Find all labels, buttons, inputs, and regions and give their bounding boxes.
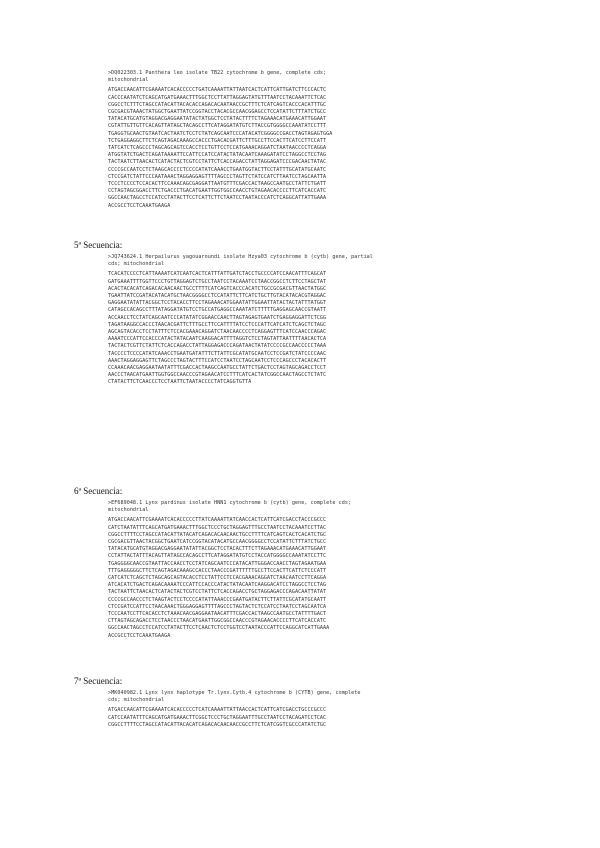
sequence-block-4 xyxy=(108,70,578,210)
fasta-header: >EF689048.1 Lynx pardinus isolate HNN1 cytochrome b (cytb) gene, complete cds; mitochondrial xyxy=(108,500,352,514)
section-heading-7: 7ª Secuencia: xyxy=(74,676,123,686)
dna-sequence: ATGACCAACATTCGAAAATCACACCCCCTTATCAAAATTATCAACCACTCATTCATCGACCTACCCGCCC CATCTAATATTTCAGCATGATGAAACTTTGGCTCCCTGCTAGGAGTTTGCCTAATCCTACAAATCCTTAC CGGCCTTTTCCTAGCCATACATTATACATCAGACACAACAACTGCCTTTTCATCAGTCACTCACATCTGC CGCGACGTTAACTACGGCTGAATCATCCGGTACATACATGCCAACGGGGCCTCCATATTCTTTATCTGCC TATACATGCATGTAGGACGAGGAATATATTACGGCTCCTACACTTTCTTAGAAACATGAAACATTGGAAT CCTATTACTATTTACAGTTATAGCCACAGCCTTCATAGGATATGTCCTACCATGGGGCCAAATATCCTTC TGAGGGGCAACCGTAATTACCAACCTCCTATCAGCAATCCCATACATTGGGACCAACCTAGTAGAATGAA TTTGAGGGGGCTTCTCAGTAGACAAAGCCACCCTAACCCGATTTTTTGCCTTCCACTTCATTCTCCCATT CATCATCTCAGCTCTAGCAGCAGTACACCTCCTATTCCTCCACGAAACAGGATCTAACAATCCTTCAGGA ATCACATCTGACTCAGACAAAATCCCATTCCACCCATACTATACAATCAAGGACATCCTAGGCCTCCTAG TACTAATTCTAACACTCATACTACTCGTCCTATTCTCACCAGACCTGCTAGGAGACCCAGACAATTATAT CCCCGCCAACCCTCTAAGTACTCCTCCCCATATTAAACCCGAATGATACTTCTTATTCGCATATGCAATT CTCCGATCCATTCCTAACAAACTGGGAGGAGTTTTAGCCCTAGTACTCTCCATCCTAATCCTAGCAATCA TCCCAATCCTTCACACCTCTAAACAACGAGGAATAACATTTCGACCACTAAGCCAATGCCTATTTTGACT CTTAGTAGCAGACCTCCTAACCCTAACATGAATTGGCGGCCAACCCGTAGAACACCCCTTCATCACCATC GGCCAACTAGCCTCCATCCTATACTTCCTCAACTCTCCTGGTCCTAATACCCATTCCAGGCATCATTGAAA ACCGCCTCCTCAAATGAAGA xyxy=(108,517,330,639)
dna-sequence: ATGACCAACATTCGAAAATCACACCCCCTGATCAAAATTATTAATCACTCATTCATTGATCTTCCCACTC CACCCAATATCTCAGCATGATGAAACTTTGGCTCCTTATTAGGAGTATGTTTAATCCTACAAATTCTCAC CGGCCTCTTTCTAGCCATACATTACACACCAGACACAATAACCGCTTTCTCATCAGTCACCCACATTTGC CGCGACGTAAACTATGGCTGAATTATCCGGTACCTACACGCCAACGGAGCCTCCATATTCTTTATCTGCC TATACATGCATGTAGGACGAGGAATATACTATGGCTCCTATACTTTTCTAGAAACATGAAACATTGGAAT CGTATTGTTGTTCACAGTTATAGCTACAGCCTTCATAGGATATGTCTTACCGTGGGGCCAAATATCCTTT TGAGGTGCAACTGTAATCACTAATCTCCTCTATCAGCAATCCCATACATCGGGGCCGACCTAGTAGAGTGGA TCTGAGGAGGCTTCTCAGTAGACAAAGCCACCCTGACACGATTCTTTGCCTTCCACTTCATCCTTCCATT TATCATCTCAGCCCTAGCAGCAGTCCACCTCCTGTTCCTCCATGAAACAGGATCTAATAACCCCTCAGGA ATGGTATCTGACTCAGATAAAATTCCATTCCATCCATACTATACAATCAAAGATATCCTAGGCCTCCTAG TACTAATCTTAACACTCATACTACTCGTCCTATTCTCACCAGACCTATTAGGAGATCCCGACAACTATAC CCCCGCCAATCCTCTAAGCACCCCTCCCCATATCAAACCTGAATGGTACTTCCTATTTGCATATGCAATC CTCCGATCTATTCCCAATAAACTAGGAGGAGTTTTAGCCCTAGTTCTATCCATCTTAATCCTAGCAATTA TCCCTCCCCTCCACACTTCCAAACAGCGAGGATTAATGTTTCGACCACTAAGCCAATGCCTATTCTGATT CCTAGTAGCGGACCTTCTGACCCTGACATGAATTGGTGGCCAACCTGTAGAACACCCCTTCATCACCATC GGCCAACTAGCCTCCATCCTATACTTCCTCATTCTTCTAATCCTAATACCCATCTCAGGCATTATTGAAA ACCGCCTCCTCAAATGAAGA xyxy=(108,87,333,209)
dna-sequence: TCACATCCCCTCATTAAAATCATCAATCACTCATTTATTGATCTACCTGCCCCATCCAACATTTCAGCAT GATGAAATTTTGGTTCCCTGTTAGGAGTCTGCCTAATCCTACAAATCCTAACCGGCCTCTTCCTAGCTAT ACACTACACATCAGACACAACAACTGCCTTTTCATCAGTCACCCACATCTGCCGCGACGTTAACTATGGC TGAATTATCCGATACATACATGCTAACGGGGCCTCCATATTCTTCATCTGCTTGTACATACACGTAGGAC GAGGAATATATTACGGCTCCTACACCTTCCTAGAAACATGGAATATTGGAATTATACTACTATTTATGGT CATAGCCACAGCCTTTATAGGATATGTCCTGCCATGAGGCCAAATATCTTTTTGAGGAGCAACCGTAATT ACCAACCTCCTATCAGCAATCCCATATATCGGAACCAACTTAGTAGAGTGAATCTGAGGAGGATTCTCGG TAGATAAGGCCACCCTAACACGATTCTTTGCCTTCCATTTTATCCTCCCATTCATCATCTCAGCTCTAGC AGCAGTACACCTCCTATTTCTCCACGAAACAGGATCTAACAACCCCTCAGGAGTTTCATCCAACCCAGAC AAAATCCCATTCCACCCATACTATACAATCAAGGACATTTTAGGTCTCCTAGTATTAATTTTAACACTCA TACTACTCGTTCTATTCTCACCAGACCTATTAGGAGACCCAGATAACTATATCCCCGCCAACCCCCTAAA TACCCCTCCCCATATCAAACCTGAATGATATTTCTTATTCGCATATGCAATCCTCCGATCTATCCCCAAC AAACTAGGAGGAGTTCTAGCCCTAGTACTTTCCATCCTAATCCTAGCAATCCTCCCAGCCCTACACACTT CCAAACAACGAGGAATAATATTTCGACCACTAAGCCAATGCCTATTCTGACTCCTAGTAGCAGACCTCCT AACCCTAACATGAATTGGTGGCCAACCCGTAGAACATCCTTTCATCACTATCGGCCAACTAGCCTCTATC CTATACTTCTCAACCCTCCTAATTCTAATACCCCTATCAGGTGTTA xyxy=(108,271,327,386)
section-heading-5: 5ª Secuencia: xyxy=(74,240,123,250)
section-heading-6: 6ª Secuencia: xyxy=(74,486,123,496)
sequence-block-6 xyxy=(108,500,578,640)
sequence-block-7 xyxy=(108,690,578,729)
sequence-block-5 xyxy=(108,254,578,387)
fasta-header: >MK040982.1 Lynx lynx haplotype Tr.lynx.Cytb.4 cytochrome b (CYTB) gene, complete cds; mitochondrial xyxy=(108,690,361,704)
fasta-header: >JQ743624.1 Herpailurus yagouaroundi isolate Hzya03 cytochrome b (cytb) gene, partial cds; mitochondrial xyxy=(108,254,373,268)
fasta-header: >DQ022303.1 Panthera leo isolate TB22 cytochrome b gene, complete cds; mitochondrial xyxy=(108,70,327,84)
dna-sequence: ATGACCAACATTCGAAAATCACACCCCCTCATCAAAATTATTAACCACTCATTCATCGACCTGCCCGCCC CATCCAATATTTCAGCATGATGAAACTTCGGCTCCCTGCTAGGAATTTGCCTAATCCTACAGATCCTCAC CGGCCTTTTCCTAGCCATACATTACACATCAGACACAACAACCGCCTTCTCATCGGTCGCCCATATCTGC xyxy=(108,707,327,728)
